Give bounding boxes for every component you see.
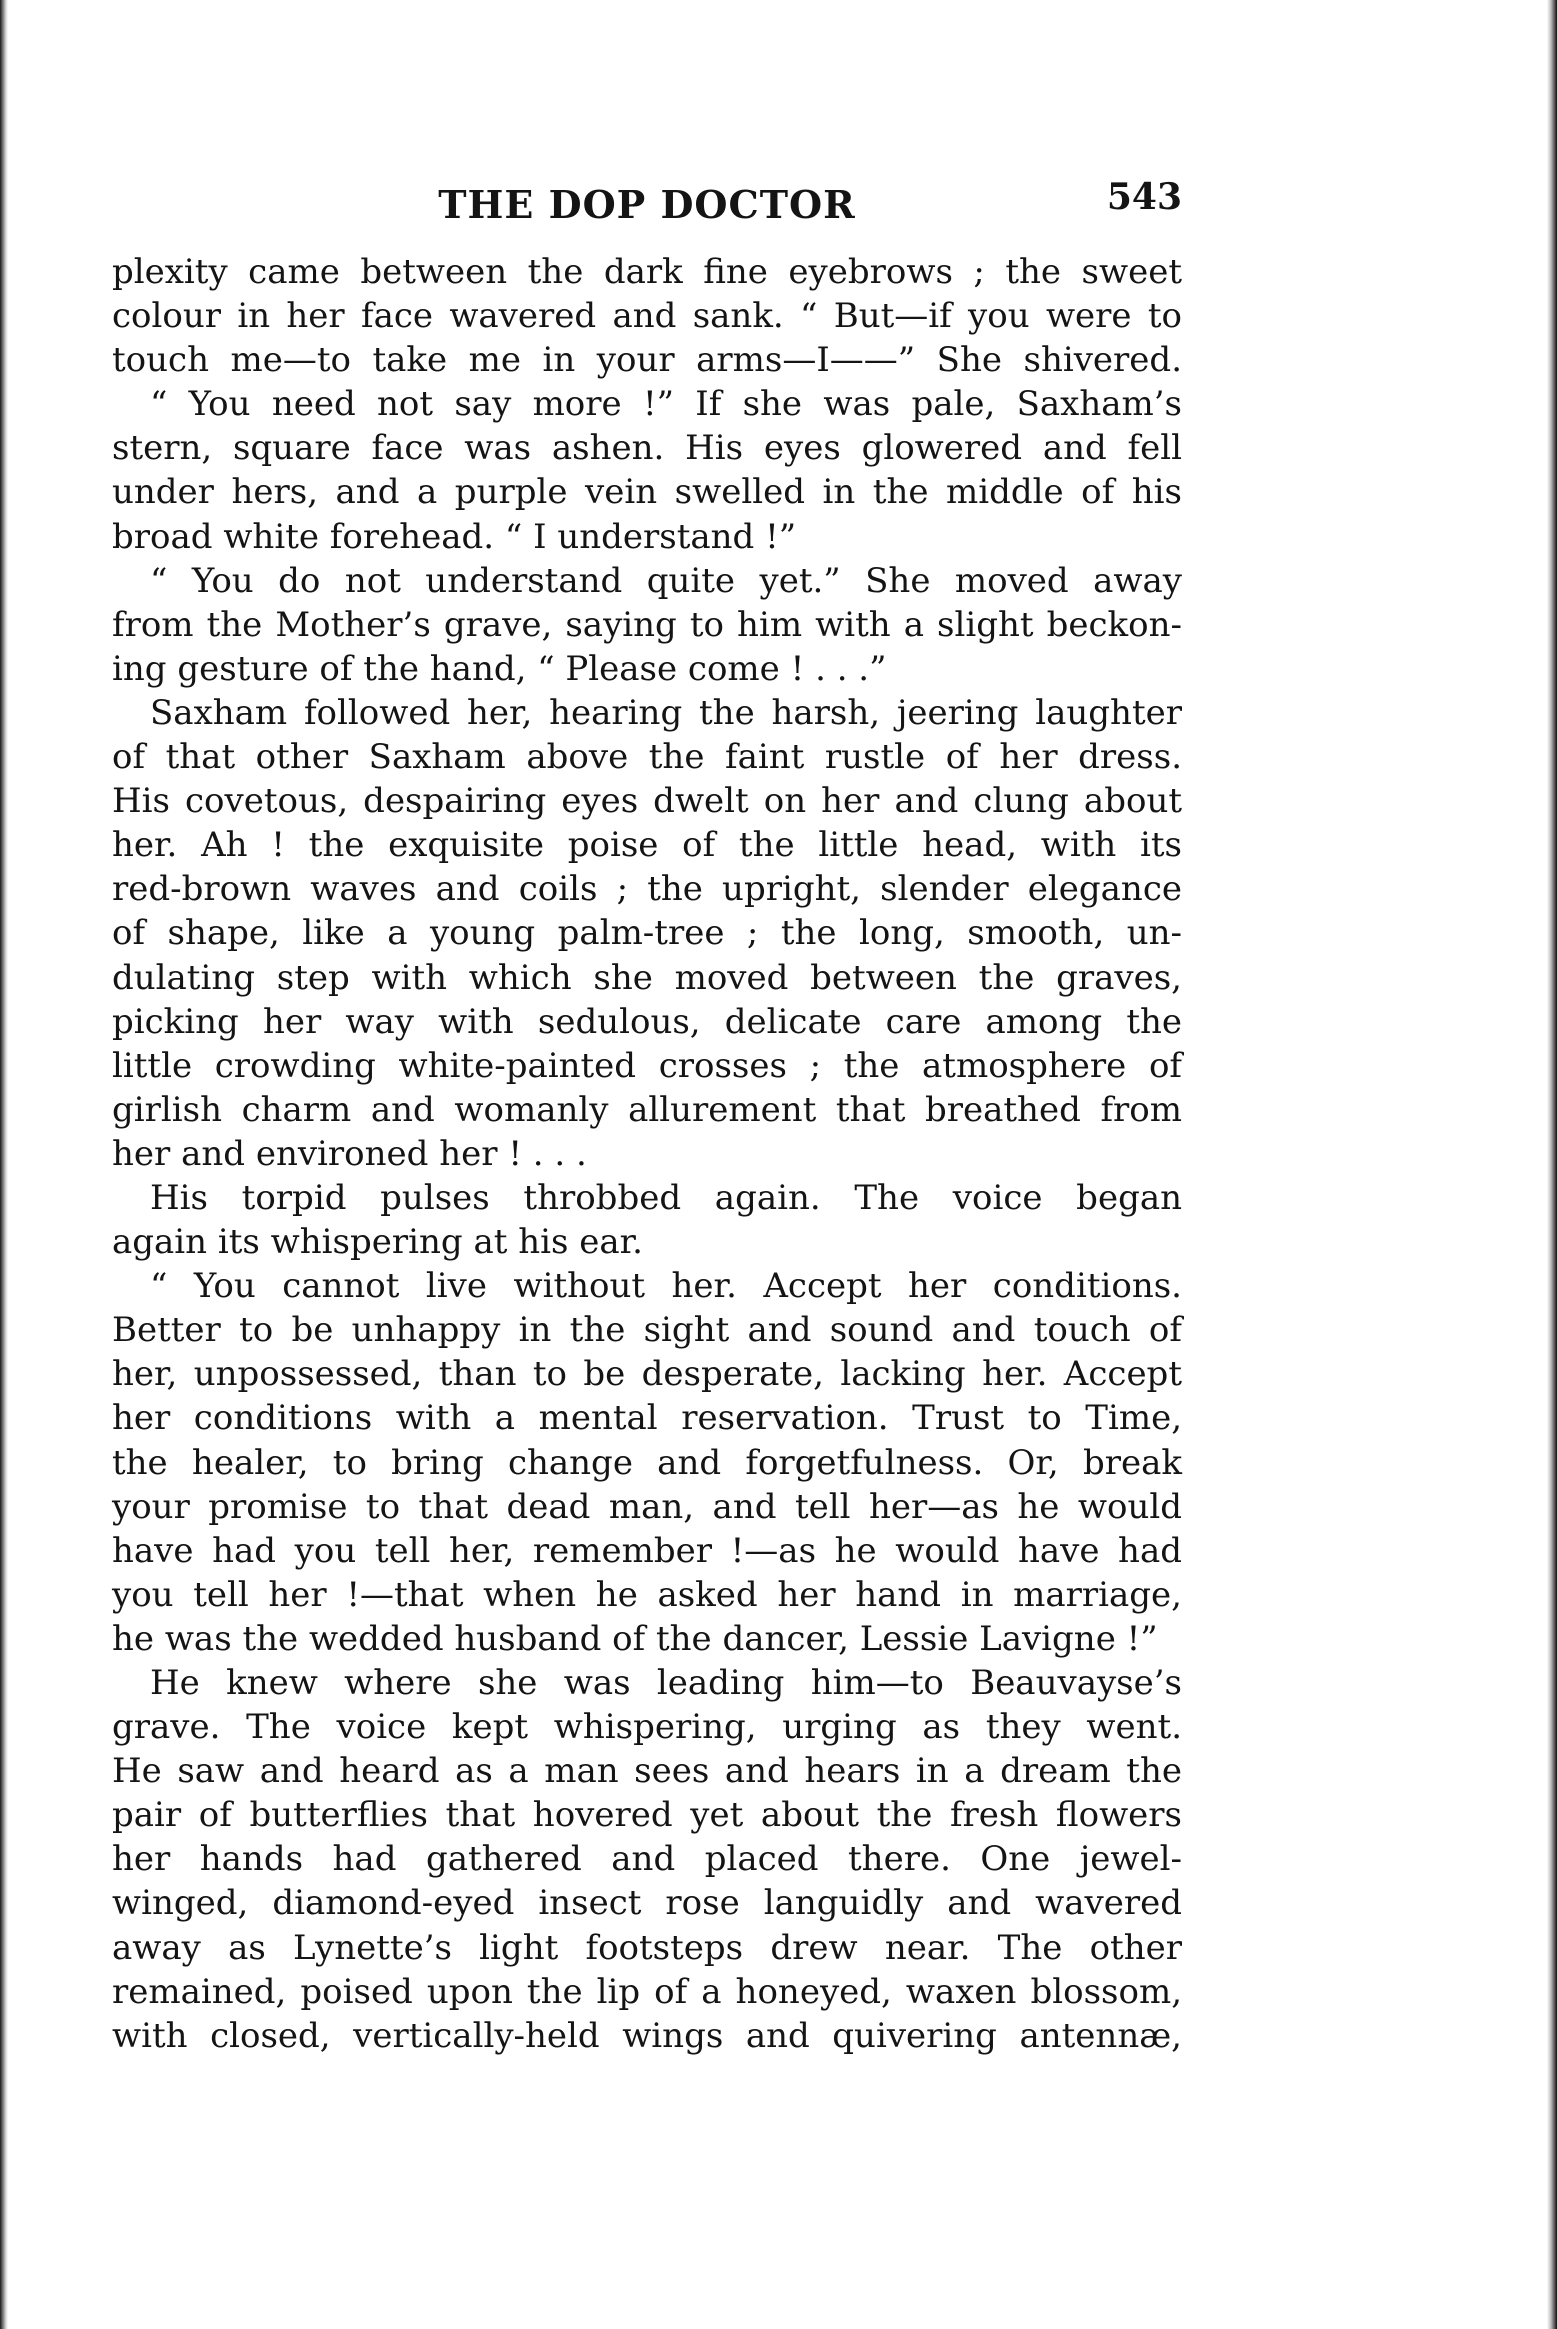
text-line: from the Mother’s grave, saying to him with a slight beckon- — [112, 604, 1182, 645]
text-line: her, unpossessed, than to be desperate, lacking her. Accept — [112, 1354, 1182, 1395]
text-line: remained, poised upon the lip of a honeyed, waxen blossom, — [112, 1971, 1182, 2012]
scan-edge-right — [1547, 0, 1557, 2329]
text-line: red-brown waves and coils ; the upright, slender elegance — [112, 869, 1182, 910]
text-line: her conditions with a mental reservation. Trust to Time, — [112, 1398, 1182, 1439]
text-line: stern, square face was ashen. His eyes glowered and fell — [112, 428, 1182, 469]
text-line: away as Lynette’s light footsteps drew near. The other — [112, 1927, 1182, 1968]
text-line: the healer, to bring change and forgetfulness. Or, break — [112, 1442, 1182, 1483]
text-line: broad white forehead. “ I understand !” — [112, 516, 797, 557]
text-line: dulating step with which she moved between the graves, — [112, 957, 1182, 998]
body-text — [112, 250, 1182, 2058]
page-header — [112, 170, 1182, 240]
page-number: 543 — [1106, 176, 1182, 218]
text-line: He saw and heard as a man sees and hears in a dream the — [112, 1751, 1182, 1792]
text-line: His torpid pulses throbbed again. The voice began — [150, 1177, 1182, 1218]
text-line: ing gesture of the hand, “ Please come ! . . .” — [112, 648, 887, 689]
text-line: her hands had gathered and placed there. One jewel- — [112, 1839, 1182, 1880]
text-line: plexity came between the dark fine eyebrows ; the sweet — [112, 252, 1182, 292]
text-line: with closed, vertically-held wings and quivering antennæ, — [112, 2015, 1182, 2056]
running-title: THE DOP DOCTOR — [438, 182, 856, 227]
text-line: you tell her !—that when he asked her hand in marriage, — [112, 1574, 1182, 1615]
text-line: picking her way with sedulous, delicate care among the — [112, 1001, 1182, 1042]
text-line: her and environed her ! . . . — [112, 1133, 587, 1174]
text-line: His covetous, despairing eyes dwelt on her and clung about — [112, 781, 1182, 822]
scan-edge-left — [0, 0, 8, 2329]
text-line: “ You need not say more !” If she was pale, Saxham’s — [150, 384, 1182, 425]
text-line: winged, diamond-eyed insect rose languidly and wavered — [112, 1883, 1182, 1924]
text-line: of shape, like a young palm-tree ; the long, smooth, un- — [112, 913, 1182, 954]
text-line: grave. The voice kept whispering, urging as they went. — [112, 1707, 1182, 1748]
text-line: he was the wedded husband of the dancer, Lessie Lavigne !” — [112, 1618, 1158, 1659]
text-line: little crowding white-painted crosses ; the atmosphere of — [112, 1045, 1182, 1086]
text-line: of that other Saxham above the faint rustle of her dress. — [112, 737, 1182, 778]
text-line: her. Ah ! the exquisite poise of the little head, with its — [112, 825, 1182, 866]
text-line: touch me—to take me in your arms—I——” She shivered. — [112, 340, 1182, 381]
text-line: again its whispering at his ear. — [112, 1222, 643, 1263]
text-line: your promise to that dead man, and tell her—as he would — [112, 1486, 1182, 1527]
text-line: pair of butterflies that hovered yet about the fresh flowers — [112, 1795, 1182, 1836]
text-line: under hers, and a purple vein swelled in the middle of his — [112, 472, 1182, 513]
text-line: colour in her face wavered and sank. “ But—if you were to — [112, 296, 1182, 337]
text-line: Saxham followed her, hearing the harsh, jeering laughter — [150, 692, 1182, 733]
text-line: “ You do not understand quite yet.” She moved away — [150, 560, 1182, 601]
text-line: have had you tell her, remember !—as he would have had — [112, 1530, 1182, 1571]
text-line: girlish charm and womanly allurement that breathed from — [112, 1089, 1182, 1130]
text-line: Better to be unhappy in the sight and sound and touch of — [112, 1310, 1182, 1351]
text-line: “ You cannot live without her. Accept her conditions. — [150, 1266, 1182, 1307]
text-line: He knew where she was leading him—to Beauvayse’s — [150, 1663, 1182, 1703]
